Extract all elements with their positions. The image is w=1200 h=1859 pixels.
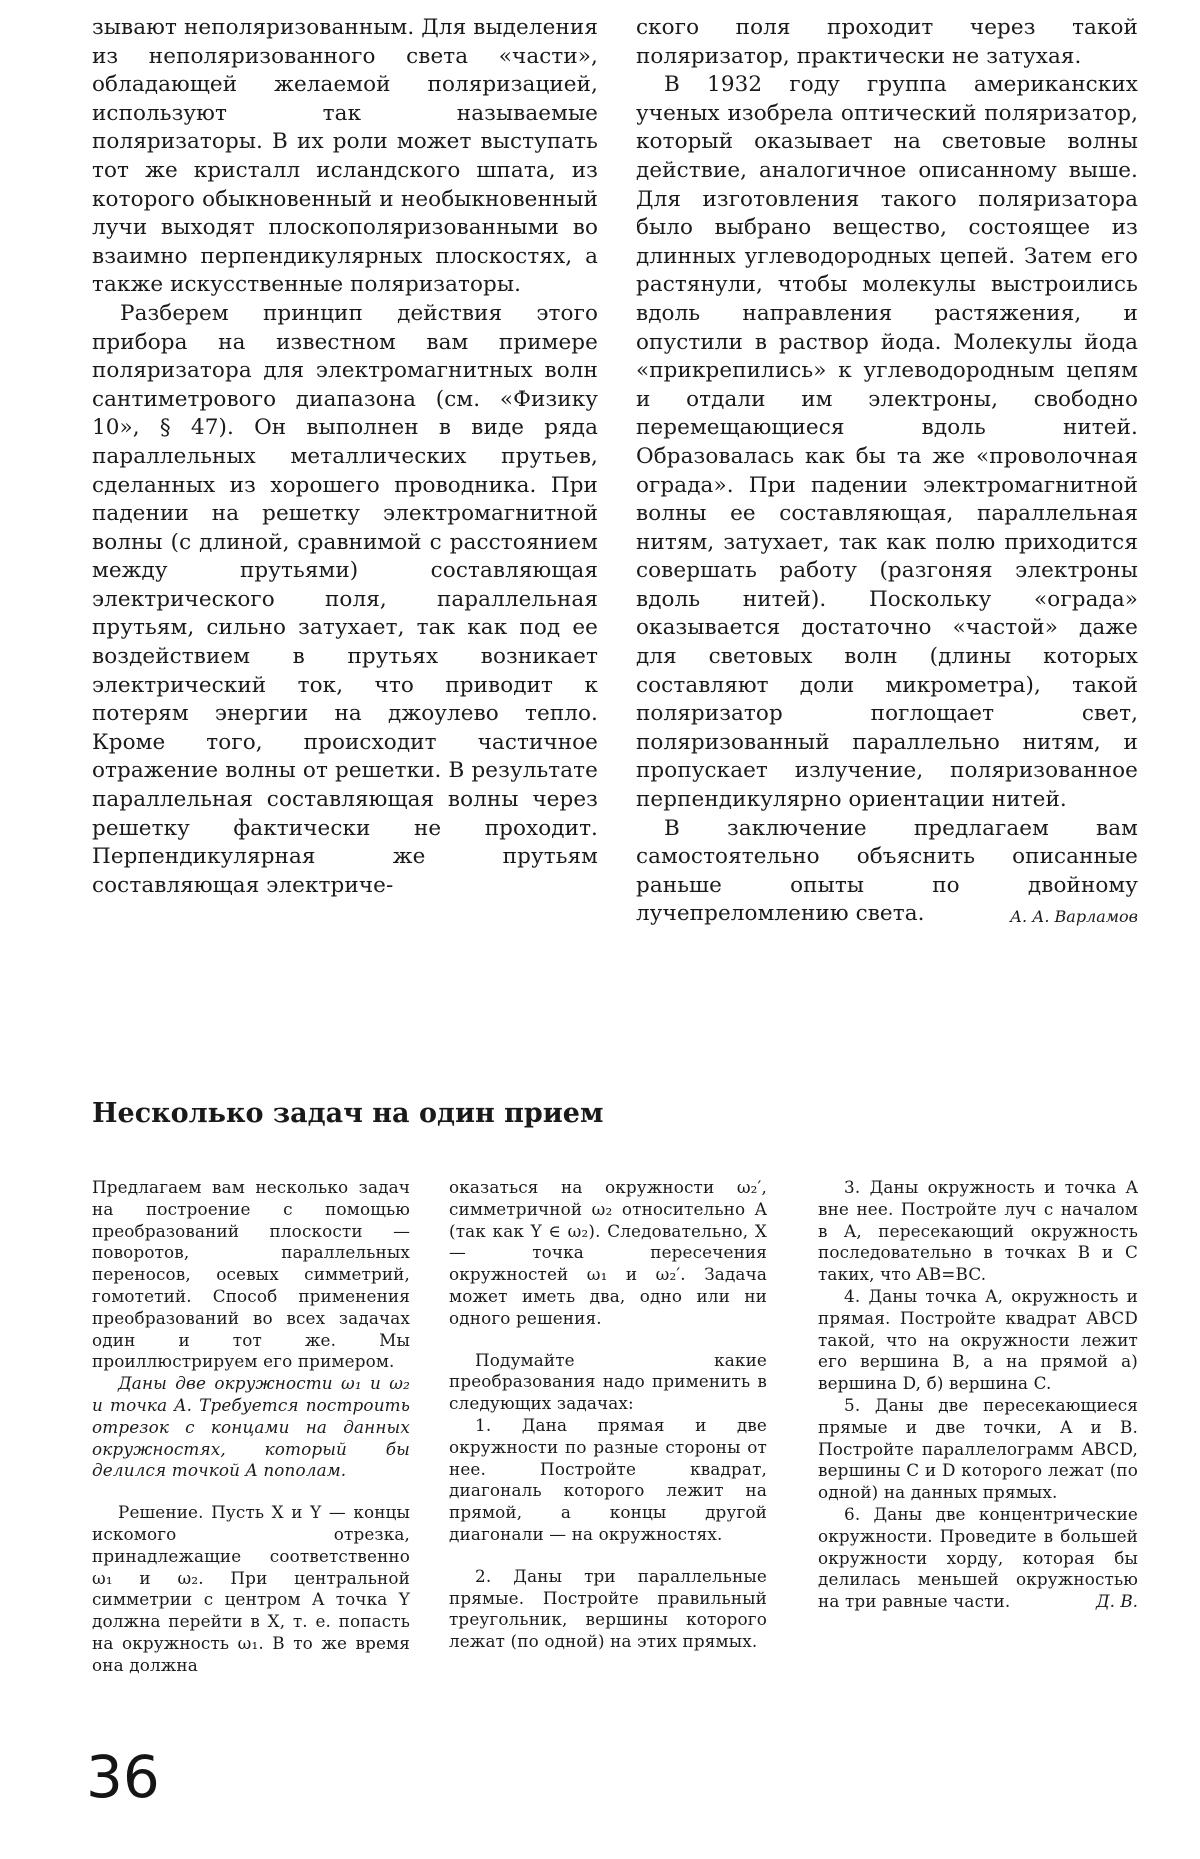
top-right-column xyxy=(636,14,1138,926)
paragraph: оказаться на окружности ω₂′, симметричной ω₂ относительно A (так как Y ∈ ω₂). Следовательно, X — точка пересечения окружностей ω₁ и ω₂′. Задача может иметь два, одно или ни одного решения. xyxy=(449,1177,767,1328)
article-column-3 xyxy=(818,1177,1138,1611)
problem-item: 5. Даны две пересекающиеся прямые и две точки, A и B. Постройте параллелограмм ABCD, вершины C и D которого лежат (по одной) на данных прямых. xyxy=(818,1394,1138,1503)
article-column-1 xyxy=(92,1177,410,1677)
problem-item: 3. Даны окружность и точка A вне нее. Постройте луч с началом в A, пересекающий окружность последовательно в точках B и C таких, что AB=BC. xyxy=(818,1177,1138,1285)
solution-paragraph: Решение. Пусть X и Y — концы искомого отрезка, принадлежащие соответственно ω₁ и ω₂. При центральной симметрии с центром A точка Y должна перейти в X, т. е. попасть на окружность ω₁. В то же время она должна xyxy=(92,1502,410,1675)
problem-item: 6. Даны две концентрические окружности. Проведите в большей окружности хорду, которая бы делилась меньшей окружностью на три равные части. xyxy=(818,1503,1138,1612)
paragraph: Предлагаем вам несколько задач на построение с помощью преобразований плоскости — поворотов, параллельных переносов, осевых симметрий, гомотетий. Способ применения преобразований во всех задачах один и тот же. Мы проиллюстрируем его примером. xyxy=(92,1177,410,1372)
author-signature: Д. В. xyxy=(1096,1590,1138,1611)
top-left-column xyxy=(92,14,598,900)
paragraph: Разберем принцип действия этого прибора на известном вам примере поляризатора для электромагнитных волн сантиметрового диапазона (см. «Физику 10», § 47). Он выполнен в виде ряда параллельных металлических прутьев, сделанных из хорошего проводника. При падении на решетку электромагнитной волны (с длиной, сравнимой с расстоянием между прутьями) составляющая электрического поля, параллельная прутьям, сильно затухает, так как под ее воздействием в прутьях возникает электрический ток, что приводит к потерям энергии на джоулево тепло. Кроме того, происходит частичное отражение волны от решетки. В результате параллельная составляющая волны через решетку фактически не проходит. Перпендикулярная же прутьям составляющая электриче- xyxy=(92,300,598,898)
author-signature: А. А. Варламов xyxy=(1009,907,1138,926)
paragraph: ского поля проходит через такой поляризатор, практически не затухая. xyxy=(636,15,1138,69)
paragraph: зывают неполяризованным. Для выделения из неполяризованного света «части», обладающей желаемой поляризацией, используют так называемые поляризаторы. В их роли может выступать тот же кристалл исландского шпата, из которого обыкновенный и необыкновенный лучи выходят плоскополяризованными во взаимно перпендикулярных плоскостях, а также искусственные поляризаторы. xyxy=(92,15,598,298)
page-number: 36 xyxy=(86,1743,160,1811)
problem-statement: Даны две окружности ω₁ и ω₂ и точка A. Требуется построить отрезок с концами на данных окружностях, который бы делился точкой A пополам. xyxy=(92,1373,410,1481)
problem-item: 1. Дана прямая и две окружности по разные стороны от нее. Постройте квадрат, диагональ которого лежит на прямой, а концы другой диагонали — на окружностях. xyxy=(449,1414,767,1544)
article-title: Несколько задач на один прием xyxy=(92,1098,604,1129)
article-column-2 xyxy=(449,1177,767,1653)
problem-item: 4. Даны точка A, окружность и прямая. Постройте квадрат ABCD такой, что на окружности лежит его вершина B, а на прямой а) вершина D, б) вершина C. xyxy=(818,1285,1138,1394)
paragraph: Подумайте какие преобразования надо применить в следующих задачах: xyxy=(449,1349,767,1414)
problem-item: 2. Даны три параллельные прямые. Постройте правильный треугольник, вершины которого лежат (по одной) на этих прямых. xyxy=(449,1565,767,1652)
paragraph: В заключение предлагаем вам самостоятельно объяснить описанные раньше опыты по двойному лучепреломлению света. xyxy=(636,815,1138,927)
paragraph: В 1932 году группа американских ученых изобрела оптический поляризатор, который оказывает на световые волны действие, аналогичное описанному выше. Для изготовления такого поляризатора было выбрано вещество, состоящее из длинных углеводородных цепей. Затем его растянули, чтобы молекулы выстроились вдоль направления растяжения, и опустили в раствор йода. Молекулы йода «прикрепились» к углеводородным цепям и отдали им электроны, свободно перемещающиеся вдоль нитей. Образовалась как бы та же «проволочная ограда». При падении электромагнитной волны ее составляющая, параллельная нитям, затухает, так как полю приходится совершать работу (разгоняя электроны вдоль нитей). Поскольку «ограда» оказывается достаточно «частой» даже для световых волн (длины которых составляют доли микрометра), такой поляризатор поглощает свет, поляризованный параллельно нитям, и пропускает излучение, поляризованное перпендикулярно ориентации нитей. xyxy=(636,72,1138,813)
